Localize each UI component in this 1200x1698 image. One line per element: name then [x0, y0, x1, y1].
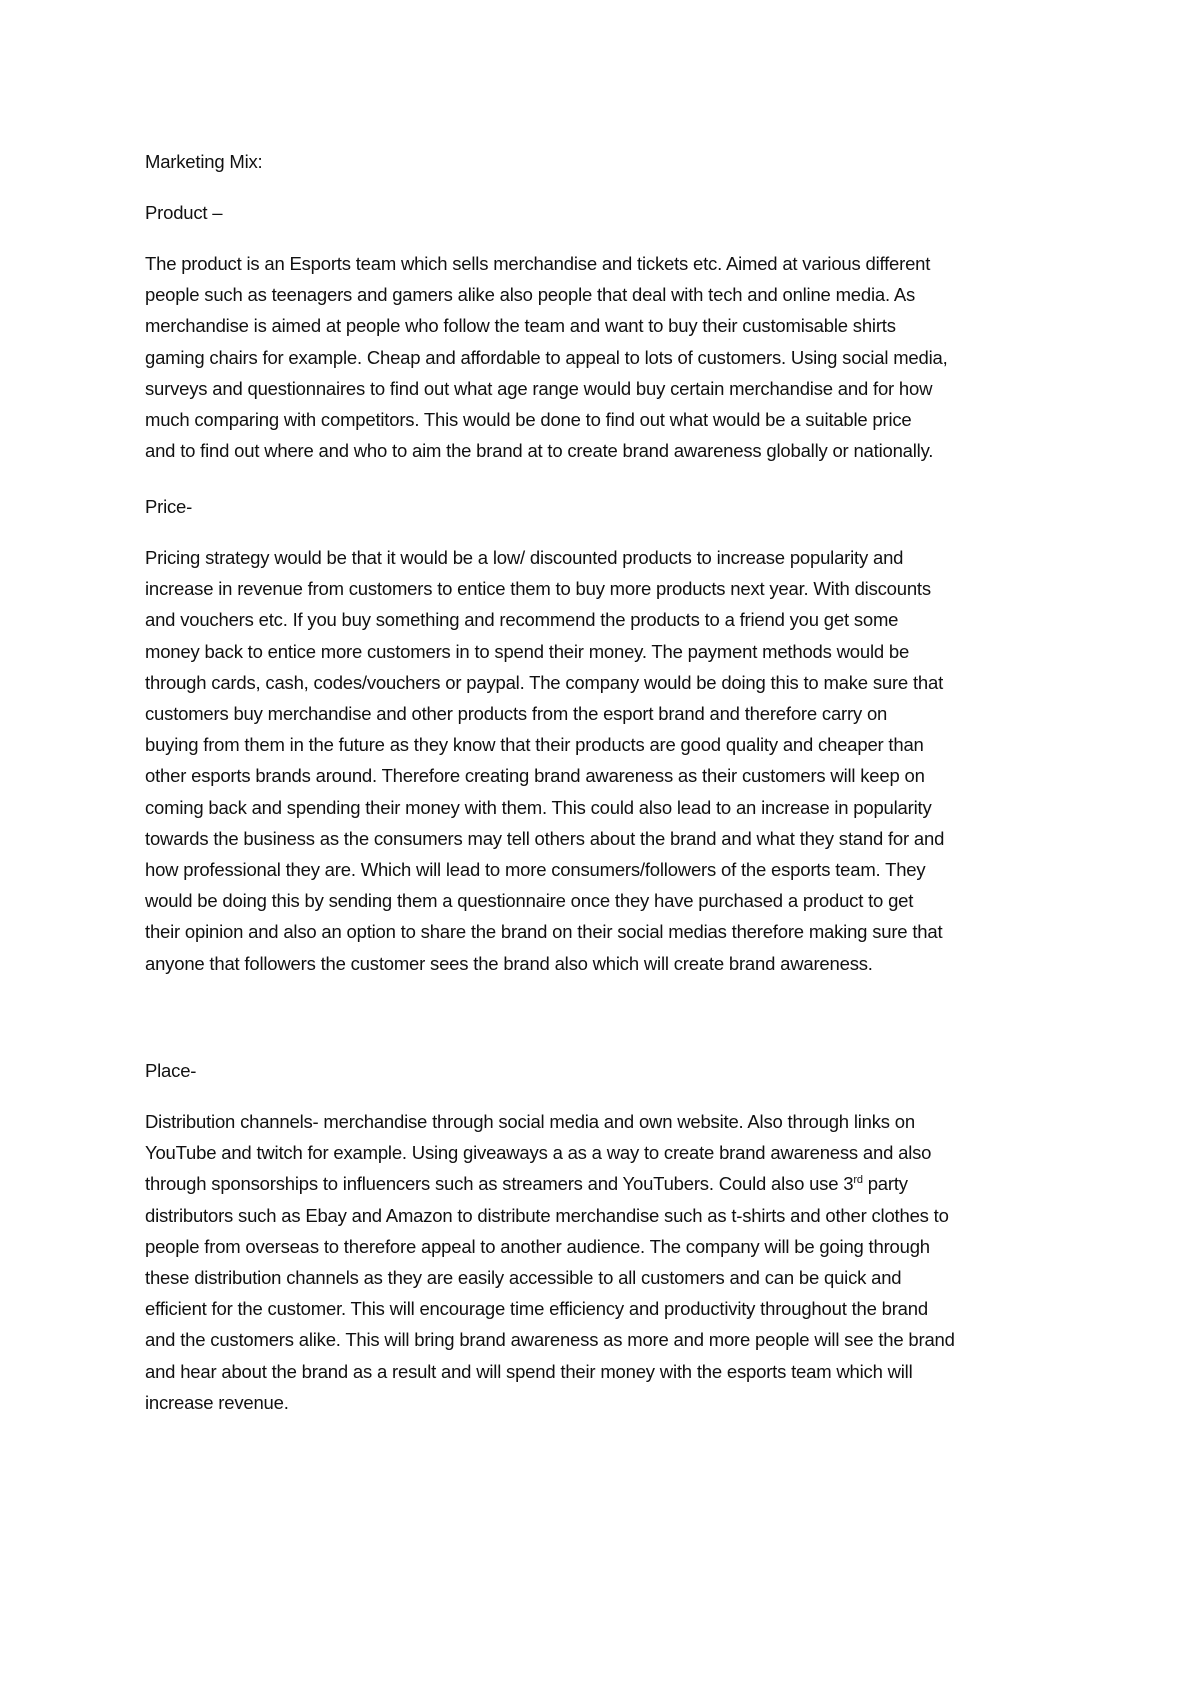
line-text: through sponsorships to influencers such as streamers and YouTubers. Could also use 3 — [145, 1173, 854, 1195]
paragraph-line: other esports brands around. Therefore creating brand awareness as their customers will keep on — [145, 765, 925, 787]
paragraph-line: customers buy merchandise and other products from the esport brand and therefore carry on — [145, 703, 888, 725]
paragraph-line: increase in revenue from customers to entice them to buy more products next year. With discounts — [145, 578, 931, 600]
paragraph-line: coming back and spending their money with them. This could also lead to an increase in popularity — [145, 796, 932, 818]
paragraph-line: buying from them in the future as they know that their products are good quality and cheaper than — [145, 734, 924, 756]
paragraph-line: towards the business as the consumers may tell others about the brand and what they stand for and — [145, 827, 945, 849]
paragraph-line: distributors such as Ebay and Amazon to distribute merchandise such as t-shirts and other clothes to — [145, 1204, 949, 1226]
paragraph-line: and vouchers etc. If you buy something and recommend the products to a friend you get some — [145, 609, 899, 631]
paragraph-line: surveys and questionnaires to find out what age range would buy certain merchandise and for how — [145, 377, 933, 399]
paragraph-line: through cards, cash, codes/vouchers or paypal. The company would be doing this to make sure that — [145, 671, 944, 693]
paragraph-line: anyone that followers the customer sees the brand also which will create brand awareness. — [145, 952, 873, 974]
place-heading: Place- — [145, 1060, 197, 1081]
paragraph-line: people such as teenagers and gamers alike also people that deal with tech and online media. As — [145, 284, 916, 306]
paragraph-line: Pricing strategy would be that it would be a low/ discounted products to increase popularity and — [145, 547, 904, 568]
paragraph-line: YouTube and twitch for example. Using giveaways a as a way to create brand awareness and also — [145, 1142, 932, 1164]
product-heading: Product – — [145, 202, 223, 223]
paragraph-line: efficient for the customer. This will encourage time efficiency and productivity throughout the brand — [145, 1298, 928, 1320]
paragraph-line: merchandise is aimed at people who follow the team and want to buy their customisable shirts — [145, 315, 896, 337]
paragraph-line: would be doing this by sending them a questionnaire once they have purchased a product to get — [145, 890, 914, 912]
paragraph-line-with-ordinal — [145, 1168, 1065, 1199]
paragraph-line: money back to entice more customers in to spend their money. The payment methods would be — [145, 640, 910, 662]
paragraph-line: and to find out where and who to aim the brand at to create brand awareness globally or nationally. — [145, 440, 934, 462]
ordinal-suffix: rd — [853, 1174, 863, 1187]
place-paragraph — [145, 1106, 1065, 1418]
paragraph-line: and the customers alike. This will bring brand awareness as more and more people will see the brand — [145, 1329, 955, 1351]
document-title: Marketing Mix: — [145, 151, 263, 172]
paragraph-line: gaming chairs for example. Cheap and affordable to appeal to lots of customers. Using social media, — [145, 346, 948, 368]
paragraph-line: how professional they are. Which will lead to more consumers/followers of the esports team. They — [145, 859, 926, 881]
line-tail: party — [862, 1173, 908, 1195]
paragraph-line: people from overseas to therefore appeal to another audience. The company will be going through — [145, 1235, 930, 1257]
price-paragraph — [145, 542, 1065, 979]
price-heading: Price- — [145, 496, 193, 517]
paragraph-line: and hear about the brand as a result and will spend their money with the esports team which will — [145, 1360, 913, 1382]
paragraph-line: their opinion and also an option to share the brand on their social medias therefore making sure that — [145, 921, 943, 943]
paragraph-line: increase revenue. — [145, 1391, 289, 1413]
paragraph-line: these distribution channels as they are easily accessible to all customers and can be quick and — [145, 1267, 902, 1289]
paragraph-line: much comparing with competitors. This would be done to find out what would be a suitable price — [145, 409, 912, 431]
product-paragraph — [145, 248, 1065, 466]
paragraph-line: Distribution channels- merchandise through social media and own website. Also through links on — [145, 1111, 915, 1132]
paragraph-line: The product is an Esports team which sells merchandise and tickets etc. Aimed at various different — [145, 253, 931, 274]
